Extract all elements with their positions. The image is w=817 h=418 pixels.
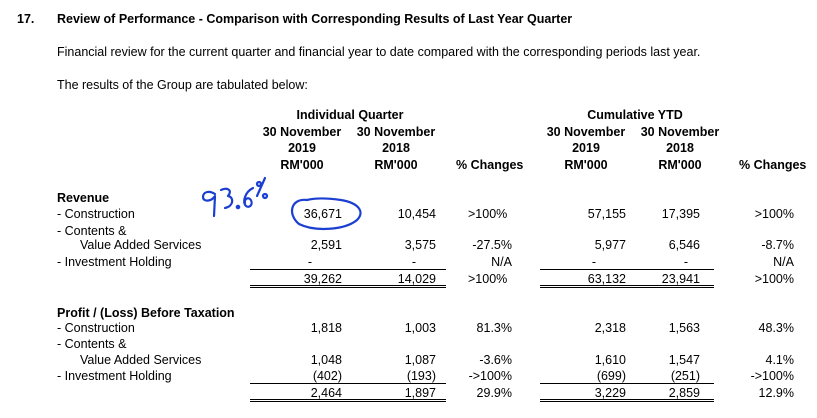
- revenue-iq-change-cell: >100%: [468, 207, 508, 221]
- revenue-iq-2018-cell: 3,575: [404, 238, 436, 252]
- revenue-iq-2018-cell: -: [411, 255, 417, 269]
- iq-changes-header: % Changes: [456, 158, 524, 172]
- ytd-year-2018: 2018: [666, 141, 694, 155]
- iq-2019-date: 30 November: [262, 125, 342, 139]
- ytd-2018-date: 30 November: [640, 125, 720, 139]
- pbt-iq-change-cell: 81.3%: [476, 321, 512, 335]
- revenue-ytd-2019-cell: 57,155: [587, 207, 626, 221]
- pbt-row-label: - Construction: [57, 321, 135, 335]
- revenue-ytd-change-cell: >100%: [754, 207, 794, 221]
- pbt-total-ytd-change: 12.9%: [758, 386, 794, 400]
- ytd-changes-header: % Changes: [739, 158, 807, 172]
- ytd-unit-2019: RM'000: [564, 158, 608, 172]
- pbt-ytd-change-cell: 48.3%: [758, 321, 794, 335]
- ytd-unit-2018: RM'000: [658, 158, 702, 172]
- pbt-ytd-2019-cell: (699): [596, 369, 626, 383]
- revenue-iq-2019-cell: -: [307, 255, 313, 269]
- ytd-year-2019: 2019: [572, 141, 600, 155]
- revenue-ytd-2018-cell: -: [683, 255, 689, 269]
- pbt-ytd-2018-cell: 1,563: [668, 321, 700, 335]
- revenue-ytd-2018-cell: 17,395: [661, 207, 700, 221]
- pbt-total-ytd-2018: 2,859: [668, 386, 700, 400]
- revenue-row-label: - Construction: [57, 207, 135, 221]
- revenue-ytd-2019-cell: -: [591, 255, 597, 269]
- ytd-2019-date: 30 November: [546, 125, 626, 139]
- pbt-iq-2019-cell: 1,048: [310, 353, 342, 367]
- revenue-total-ytd-change: >100%: [754, 272, 794, 286]
- pbt-iq-change-cell: -3.6%: [479, 353, 512, 367]
- pbt-iq-2019-cell: 1,818: [310, 321, 342, 335]
- pbt-iq-2018-cell: (193): [406, 369, 436, 383]
- intro-text: Financial review for the current quarter and financial year to date compared with the corresponding periods last year.: [57, 45, 701, 59]
- pbt-subtotal-line: [250, 383, 446, 384]
- iq-year-2018: 2018: [382, 141, 410, 155]
- pbt-ytd-2019-cell: 2,318: [594, 321, 626, 335]
- revenue-ytd-change-cell: N/A: [773, 255, 794, 269]
- pbt-row-label: Value Added Services: [80, 353, 202, 367]
- revenue-iq-change-cell: -27.5%: [472, 238, 512, 252]
- revenue-row-label: Value Added Services: [80, 238, 202, 252]
- revenue-row-label: - Contents &: [57, 224, 127, 238]
- pbt-title: Profit / (Loss) Before Taxation: [57, 306, 235, 320]
- pbt-iq-2018-cell: 1,087: [404, 353, 436, 367]
- pbt-ytd-2018-cell: 1,547: [668, 353, 700, 367]
- revenue-ytd-change-cell: -8.7%: [761, 238, 794, 252]
- section-number: 17.: [17, 12, 35, 26]
- revenue-iq-2019-cell: 2,591: [310, 238, 342, 252]
- pbt-total-iq-2019: 2,464: [310, 386, 342, 400]
- pbt-total-double-line: [250, 399, 446, 402]
- pbt-ytd-2019-cell: 1,610: [594, 353, 626, 367]
- revenue-row-label: - Investment Holding: [57, 255, 172, 269]
- cumulative-ytd-header: Cumulative YTD: [587, 108, 683, 122]
- revenue-ytd-2019-cell: 5,977: [594, 238, 626, 252]
- pbt-iq-change-cell: ->100%: [468, 369, 512, 383]
- revenue-total-iq-2018: 14,029: [397, 272, 436, 286]
- revenue-iq-2019-cell: 36,671: [303, 207, 342, 221]
- pbt-iq-2018-cell: 1,003: [404, 321, 436, 335]
- revenue-total-ytd-2019: 63,132: [587, 272, 626, 286]
- section-title: Review of Performance - Comparison with Corresponding Results of Last Year Quarter: [57, 12, 573, 26]
- pbt-subtotal-line: [540, 383, 714, 384]
- individual-quarter-header: Individual Quarter: [296, 108, 404, 122]
- pbt-ytd-change-cell: 4.1%: [765, 353, 794, 367]
- pbt-ytd-change-cell: ->100%: [750, 369, 794, 383]
- revenue-title: Revenue: [57, 191, 110, 205]
- revenue-total-double-line: [540, 285, 714, 288]
- pbt-total-iq-2018: 1,897: [404, 386, 436, 400]
- iq-unit-2019: RM'000: [280, 158, 324, 172]
- revenue-subtotal-line: [540, 269, 714, 270]
- revenue-ytd-2018-cell: 6,546: [668, 238, 700, 252]
- revenue-total-iq-2019: 39,262: [303, 272, 342, 286]
- pbt-iq-2019-cell: (402): [312, 369, 342, 383]
- iq-unit-2018: RM'000: [374, 158, 418, 172]
- pbt-total-iq-change: 29.9%: [476, 386, 512, 400]
- revenue-iq-change-cell: N/A: [491, 255, 512, 269]
- revenue-total-double-line: [250, 285, 446, 288]
- tabulated-text: The results of the Group are tabulated below:: [57, 78, 308, 92]
- revenue-subtotal-line: [250, 269, 446, 270]
- pbt-row-label: - Contents &: [57, 337, 127, 351]
- pbt-ytd-2018-cell: (251): [670, 369, 700, 383]
- pbt-total-double-line: [540, 399, 714, 402]
- iq-year-2019: 2019: [288, 141, 316, 155]
- revenue-iq-2018-cell: 10,454: [397, 207, 436, 221]
- pbt-total-ytd-2019: 3,229: [594, 386, 626, 400]
- revenue-total-iq-change: >100%: [468, 272, 508, 286]
- iq-2018-date: 30 November: [356, 125, 436, 139]
- pbt-row-label: - Investment Holding: [57, 369, 172, 383]
- revenue-total-ytd-2018: 23,941: [661, 272, 700, 286]
- handwritten-annotation: [195, 172, 370, 234]
